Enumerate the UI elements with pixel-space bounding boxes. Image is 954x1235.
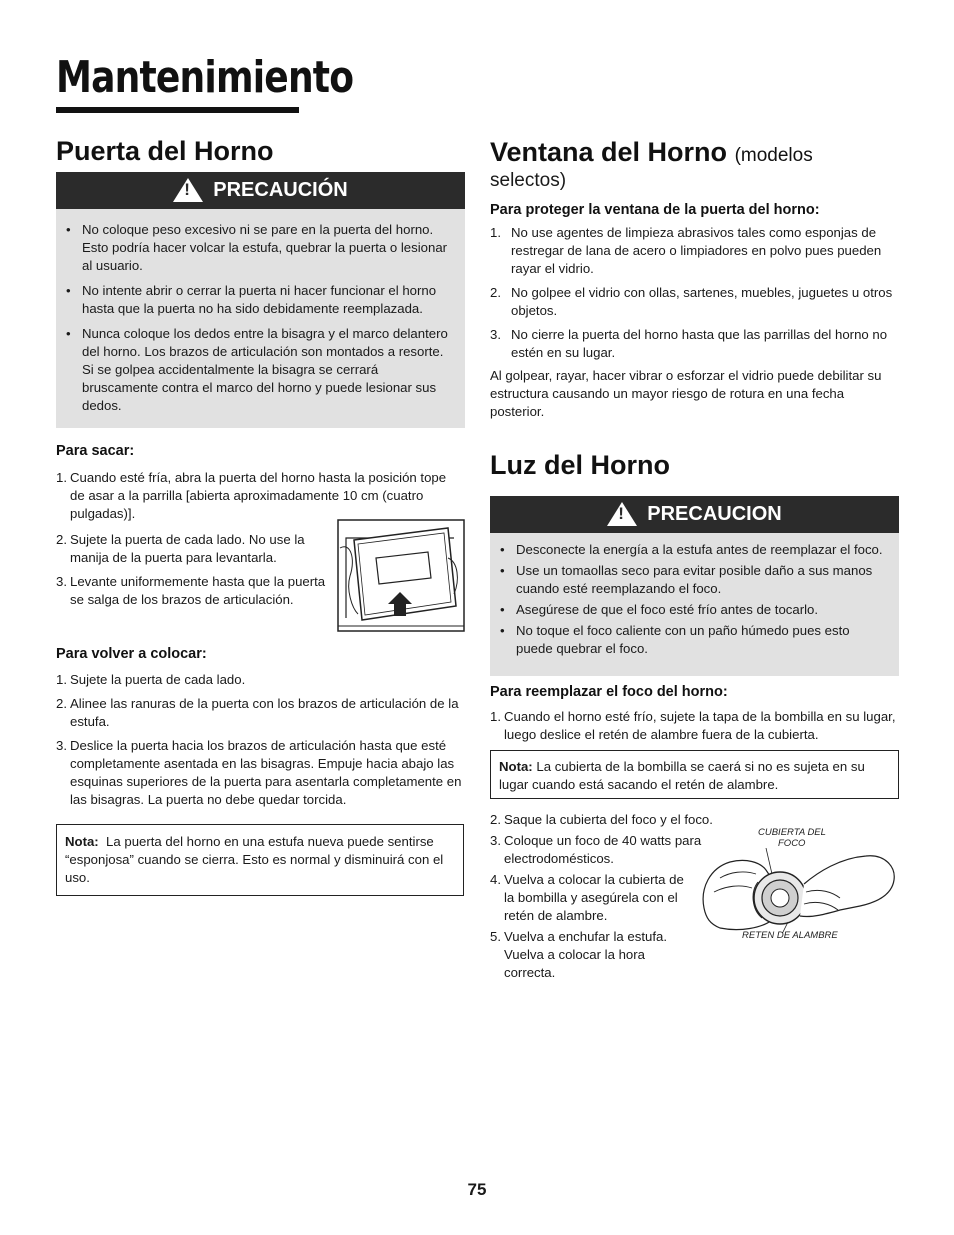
- window-step: 1. No use agentes de limpieza abrasivos tales como esponjas de restregar de lana de acero o limpiadores en polvo pues pueden rayar el vidrio.: [490, 225, 882, 276]
- window-step: 3. No cierre la puerta del horno hasta que las parrillas del horno no estén en su lugar.: [490, 327, 888, 360]
- light-heading: Luz del Horno: [490, 450, 670, 480]
- light-caution-body: [490, 533, 899, 676]
- door-note-text: La puerta del horno en una estufa nueva puede sentirse “esponjosa” cuando se cierra. Esto es normal y disminuirá con el uso.: [65, 834, 444, 885]
- door-caution-label: PRECAUCIÓN: [213, 179, 348, 201]
- door-caution-header: [56, 172, 465, 209]
- door-caution-item: • Nunca coloque los dedos entre la bisagra y el marco delantero del horno. Los brazos de articulación son montados a resorte. Si se golpea accidentalmente la bisagra se cerrará bruscamente contra el marco del horno y puede lesionar sus dedos.: [66, 325, 451, 415]
- warning-icon: [607, 502, 637, 526]
- light-step: 3. Coloque un foco de 40 watts para electrodomésticos.: [490, 833, 702, 866]
- light-caution-item: • No toque el foco caliente con un paño húmedo pues esto puede quebrar el foco.: [500, 622, 885, 658]
- window-heading: Ventana del Horno (modelos: [490, 137, 813, 167]
- light-note-label: Nota:: [499, 759, 533, 774]
- remove-step: 1. Cuando esté fría, abra la puerta del horno hasta la posición tope de asar a la parrilla [abierta aproximadamente 10 cm (cuatro pulgadas)].: [56, 470, 447, 521]
- remove-steps-cont: [56, 531, 328, 615]
- window-heading-suffix-2: selectos): [490, 170, 567, 191]
- replace-heading: Para volver a colocar:: [56, 646, 207, 662]
- light-caution-item: • Asegúrese de que el foco esté frío antes de tocarlo.: [500, 601, 885, 619]
- light-note: [490, 750, 899, 799]
- light-caution-box: [490, 496, 899, 676]
- title-underline: [56, 107, 299, 113]
- light-caution-header: [490, 496, 899, 533]
- light-step: 1. Cuando el horno esté frío, sujete la tapa de la bombilla en su lugar, luego deslice el retén de alambre fuera de la cubierta.: [490, 709, 896, 742]
- door-note: [56, 824, 464, 896]
- replace-step: 2. Alinee las ranuras de la puerta con los brazos de articulación de la estufa.: [56, 696, 459, 729]
- remove-step: 3. Levante uniformemente hasta que la puerta se salga de los brazos de articulación.: [56, 574, 326, 607]
- light-step: 4. Vuelva a colocar la cubierta de la bombilla y asegúrela con el retén de alambre.: [490, 872, 684, 923]
- replace-step: 3. Deslice la puerta hacia los brazos de articulación hasta que esté completamente asentada en las bisagras. Empuje hacia abajo las esquinas superiores de la puerta para asentarla completamente en las bisagras. La puerta no debe quedar torcida.: [56, 738, 462, 807]
- window-heading-suffix: (modelos: [734, 145, 813, 166]
- page-number: 75: [467, 1180, 487, 1199]
- replace-step: 1. Sujete la puerta de cada lado.: [56, 672, 246, 687]
- figure-label-wire: RETEN DE ALAMBRE: [742, 930, 838, 941]
- door-caution-body: [56, 209, 465, 428]
- light-step: 2. Saque la cubierta del foco y el foco.: [490, 812, 713, 827]
- door-caution-item: • No intente abrir o cerrar la puerta ni hacer funcionar el horno hasta que la puerta no ha sido debidamente reemplazada.: [66, 282, 451, 318]
- light-replace-heading: Para reemplazar el foco del horno:: [490, 684, 728, 700]
- warning-icon: [173, 178, 203, 202]
- remove-heading: Para sacar:: [56, 443, 135, 459]
- figure-label-cover: CUBIERTA DEL FOCO: [758, 827, 826, 849]
- window-protect-heading: Para proteger la ventana de la puerta del horno:: [490, 202, 820, 218]
- window-step: 2. No golpee el vidrio con ollas, sartenes, muebles, juguetes u otros objetos.: [490, 285, 893, 318]
- replace-steps: [56, 671, 465, 815]
- page-title: Mantenimiento: [56, 52, 354, 103]
- door-caution-item: • No coloque peso excesivo ni se pare en la puerta del horno. Esto podría hacer volcar la estufa, quebrar la puerta o lesionar al usuario.: [66, 221, 451, 275]
- light-steps-rest: [490, 811, 720, 985]
- oven-door-illustration: [336, 518, 466, 633]
- light-caution-item: • Use un tomaollas seco para evitar posible daño a sus manos cuando esté reemplazando el foco.: [500, 562, 885, 598]
- remove-step: 2. Sujete la puerta de cada lado. No use la manija de la puerta para levantarla.: [56, 532, 305, 565]
- light-step-1: [490, 708, 899, 750]
- bulb-replacement-illustration: [700, 848, 900, 933]
- light-caution-label: PRECAUCION: [647, 503, 782, 525]
- light-caution-item: • Desconecte la energía a la estufa antes de reemplazar el foco.: [500, 541, 885, 559]
- light-step: 5. Vuelva a enchufar la estufa. Vuelva a colocar la hora correcta.: [490, 929, 667, 980]
- window-steps: [490, 224, 899, 368]
- door-note-label: Nota:: [65, 834, 99, 849]
- window-paragraph: Al golpear, rayar, hacer vibrar o esforzar el vidrio puede debilitar su estructura causando un mayor riesgo de rotura en una fecha posterior.: [490, 368, 882, 419]
- light-note-text: La cubierta de la bombilla se caerá si no es sujeta en su lugar cuando está sacando el retén de alambre.: [499, 759, 865, 792]
- door-heading: Puerta del Horno: [56, 136, 274, 166]
- door-caution-box: [56, 172, 465, 428]
